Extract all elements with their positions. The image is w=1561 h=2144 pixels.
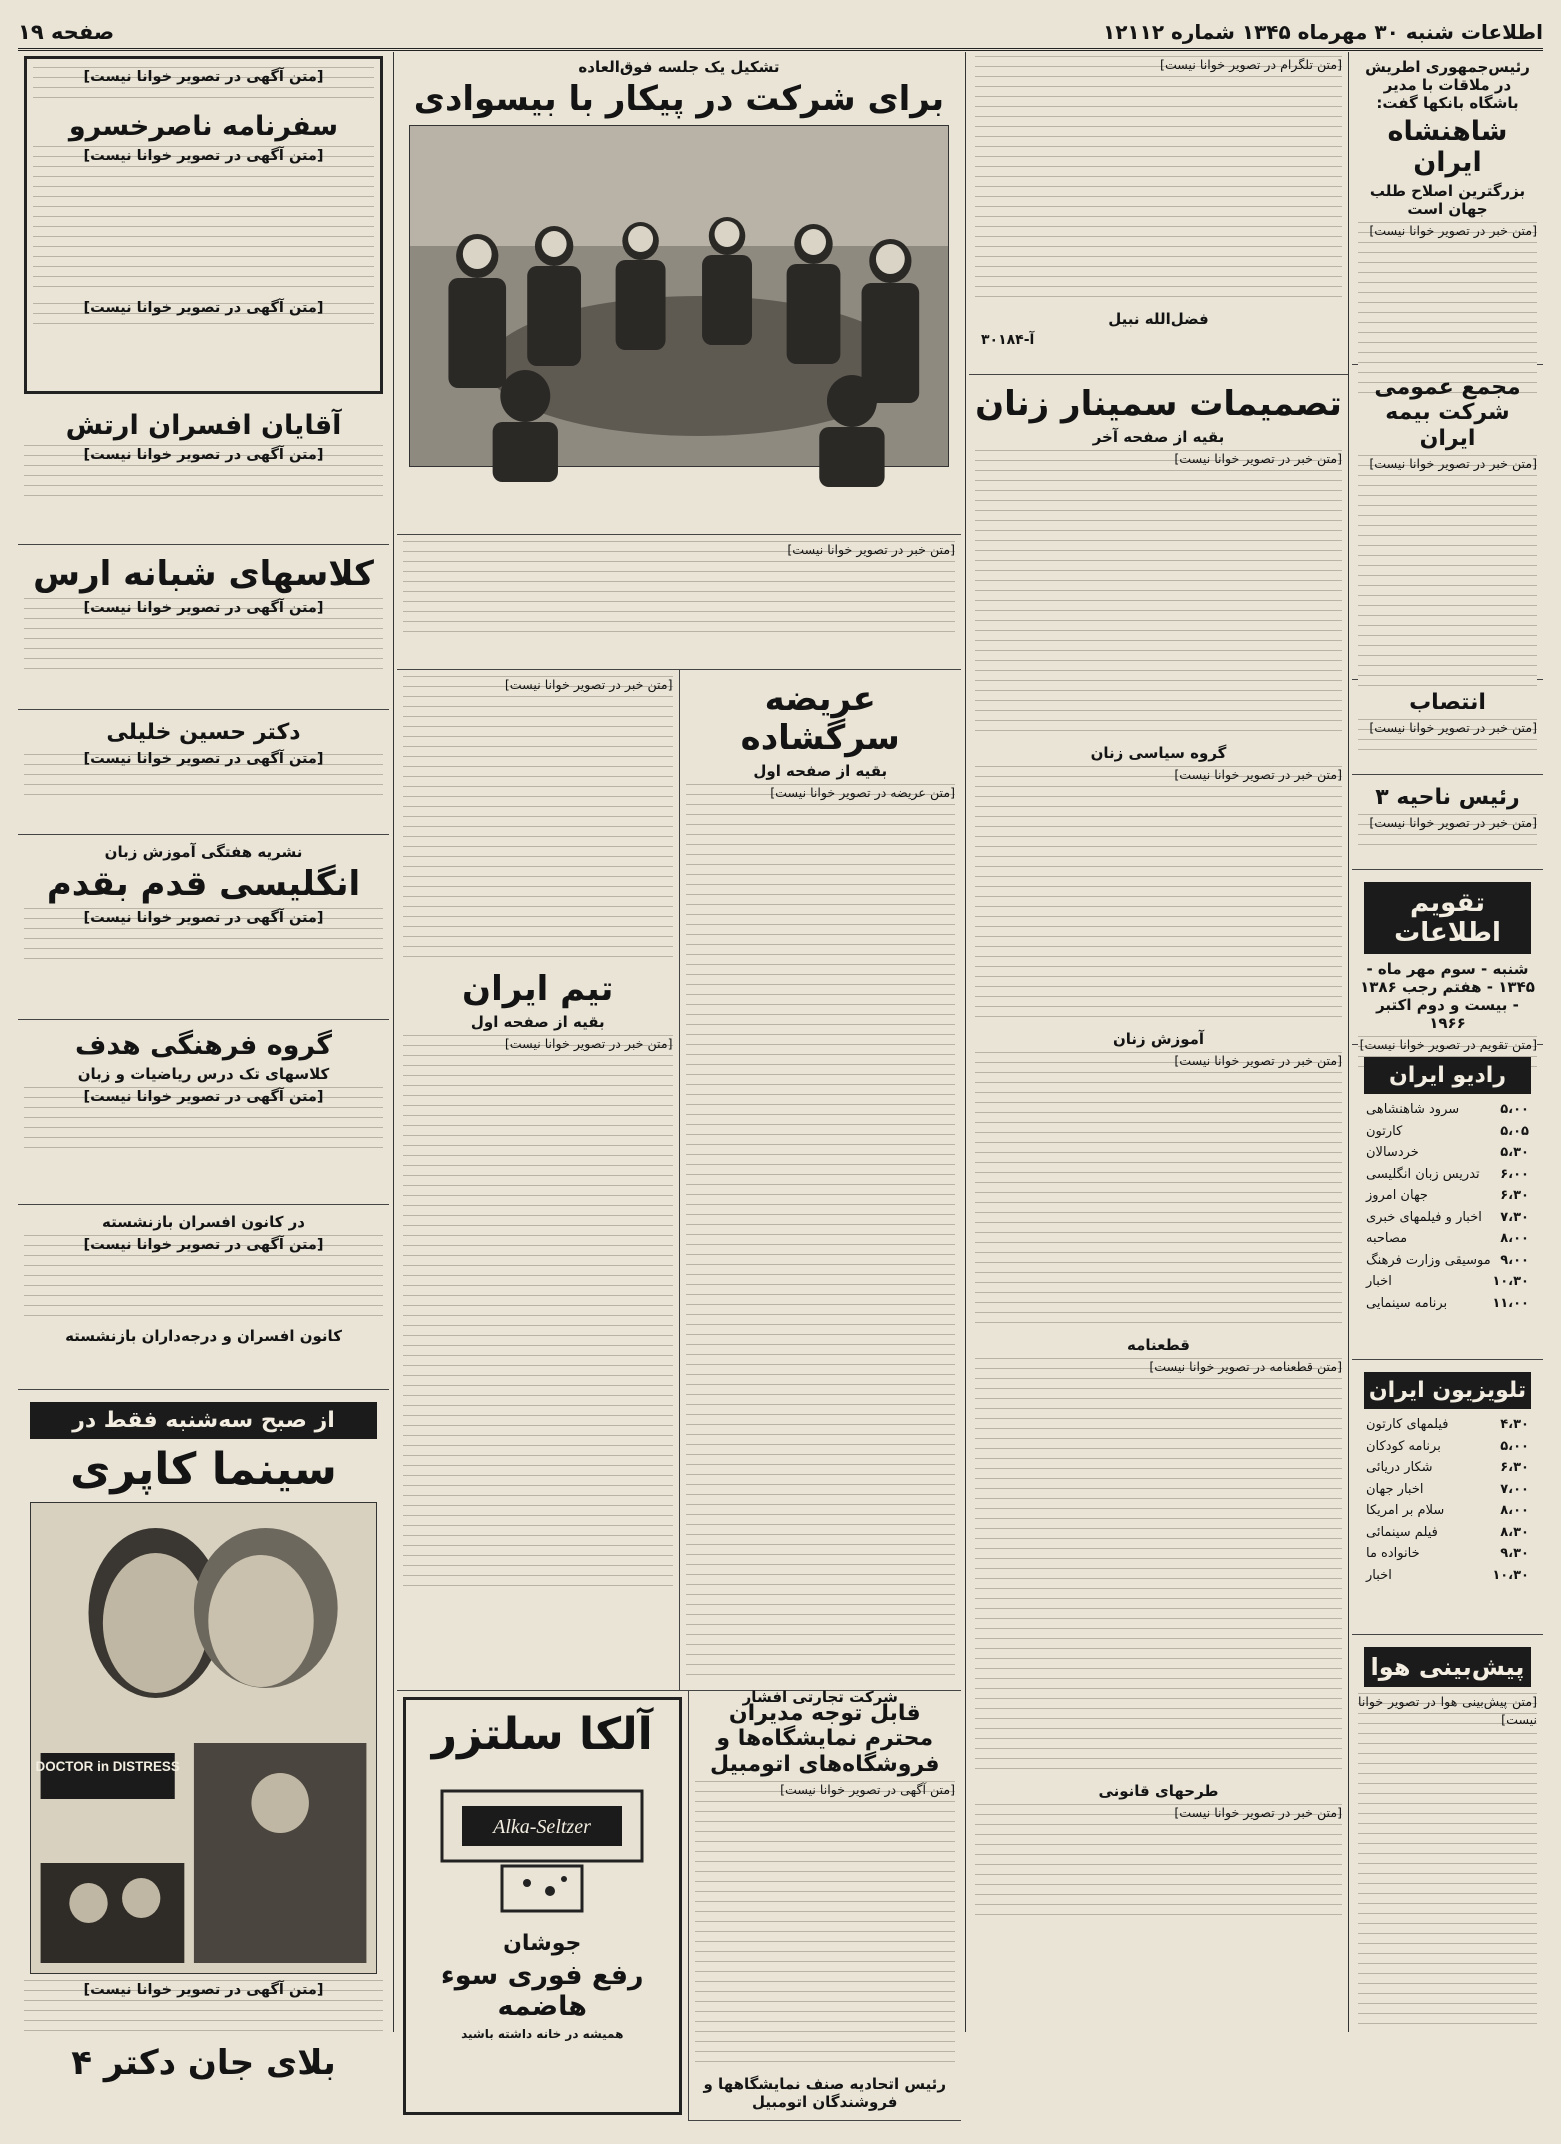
- tv-row: [1366, 1544, 1529, 1564]
- cinema-poster: [30, 1502, 377, 1974]
- ad-title: سفرنامه ناصرخسرو: [68, 111, 339, 142]
- radio-time: ۵،۳۰: [1500, 1145, 1529, 1160]
- story-body: [متن خبر در تصویر خوانا نیست]: [403, 1035, 673, 1595]
- ad-body: [متن آگهی در تصویر خوانا نیست]: [33, 67, 374, 107]
- story-title: مجمع عمومی شرکت بیمه ایران: [1374, 375, 1521, 451]
- radio-label: جهان امروز: [1366, 1188, 1428, 1203]
- story-title: رئیس ناحیه ۳: [1375, 785, 1520, 810]
- tv-label: فیلم سینمائی: [1366, 1524, 1438, 1540]
- story-body: [متن خبر در تصویر خوانا نیست]: [1358, 455, 1537, 695]
- tv-time: ۴،۳۰: [1500, 1417, 1529, 1432]
- ad-signature: کانون افسران و درجه‌داران بازنشسته: [65, 1327, 342, 1345]
- story-body: [متن خبر در تصویر خوانا نیست]: [403, 676, 673, 966]
- radio-time: ۶،۰۰: [1500, 1166, 1529, 1182]
- tv-time: ۶،۳۰: [1500, 1460, 1529, 1475]
- ad-dr-khalili: [18, 710, 389, 835]
- tv-time: ۸،۳۰: [1500, 1524, 1529, 1540]
- ad-army-officers: [18, 400, 389, 545]
- cinema-kicker: از صبح سه‌شنبه فقط در: [30, 1402, 377, 1439]
- radio-label: مصاحبه: [1366, 1231, 1408, 1246]
- tv-label: اخبار جهان: [1366, 1481, 1424, 1497]
- story-title: انتصاب: [1409, 690, 1486, 715]
- ad-body: [متن آگهی در تصویر خوانا نیست]: [24, 749, 383, 804]
- radio-list: [1358, 1100, 1537, 1313]
- ad-title: کلاسهای شبانه ارس: [33, 554, 374, 594]
- events-banner: تقویم اطلاعات: [1364, 882, 1531, 954]
- ad-body: [متن آگهی در تصویر خوانا نیست]: [24, 1235, 383, 1325]
- ad-title: آقایان افسران ارتش: [65, 410, 342, 441]
- cinema-cast: [متن آگهی در تصویر خوانا نیست]: [24, 1980, 383, 2040]
- column-rule: [393, 52, 394, 2032]
- story-district: [1352, 775, 1543, 870]
- story-insurance: [1352, 365, 1543, 680]
- tv-row: [1366, 1480, 1529, 1500]
- ad-title: در کانون افسران بازنشسته: [102, 1213, 305, 1231]
- story-appointment: [1352, 680, 1543, 775]
- column-rule: [965, 52, 966, 2032]
- tv-time: ۹،۳۰: [1500, 1546, 1529, 1561]
- column-news-wide: [397, 50, 961, 2111]
- alka-brand: آلکا سلتزر: [431, 1709, 653, 1760]
- story-title: تصمیمات سمینار زنان: [975, 384, 1342, 424]
- ad-body: [متن آگهی در تصویر خوانا نیست]: [33, 146, 374, 296]
- tv-row: [1366, 1437, 1529, 1457]
- section-heading: طرحهای قانونی: [1098, 1782, 1219, 1801]
- radio-label: خردسالان: [1366, 1145, 1419, 1160]
- story-body: [متن خبر در تصویر خوانا نیست]: [975, 450, 1342, 740]
- radio-banner: رادیو ایران: [1364, 1057, 1531, 1094]
- story-literacy: [397, 50, 961, 535]
- cinema-film-title: DOCTOR in DISTRESS: [35, 1758, 180, 1774]
- radio-label: برنامه سینمایی: [1366, 1295, 1448, 1311]
- ad-kicker: نشریه هفتگی آموزش زبان: [104, 843, 303, 861]
- ad-title: انگلیسی قدم بقدم: [46, 864, 361, 904]
- radio-label: سرود شاهنشاهی: [1366, 1102, 1460, 1117]
- radio-row: [1366, 1251, 1529, 1271]
- tv-time: ۵،۰۰: [1500, 1438, 1529, 1454]
- radio-program: [1352, 1045, 1543, 1360]
- story-subtitle: بزرگترین اصلاح طلب جهان است: [1369, 182, 1526, 219]
- alka-package: [432, 1771, 652, 1921]
- story-ref: آ-۳۰۱۸۴: [981, 332, 1035, 348]
- story-subtitle: بقیه از صفحه اول: [753, 762, 888, 781]
- events-body: [متن تقویم در تصویر خوانا نیست]: [1358, 1036, 1537, 1076]
- column-rule: [1348, 52, 1349, 2032]
- wide-split-bottom: [397, 1691, 961, 2121]
- story-subtitle: بقیه از صفحه آخر: [1092, 428, 1225, 447]
- section-body: [متن قطعنامه در تصویر خوانا نیست]: [975, 1358, 1342, 1778]
- tv-list: [1358, 1415, 1537, 1585]
- radio-time: ۵،۰۰: [1500, 1102, 1529, 1117]
- ad-retired-officers: [18, 1205, 389, 1390]
- page-header: [18, 14, 1543, 51]
- story-body: [متن خبر در تصویر خوانا نیست]: [1358, 222, 1537, 402]
- tv-program: [1352, 1360, 1543, 1635]
- weather-forecast: [1352, 1635, 1543, 2069]
- cinema-footer: بلای جان دکتر ۴: [71, 2042, 336, 2083]
- story-women-seminar: [969, 375, 1348, 2049]
- story-petition: [679, 670, 962, 1707]
- story-subtitle: بقیه از صفحه اول: [470, 1013, 605, 1032]
- tv-row: [1366, 1523, 1529, 1543]
- tv-label: شکار دریائی: [1366, 1460, 1433, 1475]
- alka-note: همیشه در خانه داشته باشید: [461, 2026, 624, 2041]
- alka-slogan: رفع فوری سوء هاضمه: [440, 1959, 644, 2022]
- notice-title: قابل توجه مدیران محترم نمایشگاه‌ها و فروشگاه‌های اتومبیل: [709, 1701, 940, 1777]
- tv-label: اخبار: [1366, 1567, 1392, 1583]
- story-kicker: رئیس‌جمهوری اطریش در ملاقات با مدیر باشگاه بانکها گفت:: [1365, 58, 1530, 112]
- alka-word: جوشان: [503, 1930, 582, 1956]
- radio-row: [1366, 1229, 1529, 1249]
- story-telegram: [969, 50, 1348, 375]
- radio-row: [1366, 1100, 1529, 1120]
- tv-time: ۷،۰۰: [1500, 1481, 1529, 1497]
- story-body: [متن خبر در تصویر خوانا نیست]: [403, 541, 955, 641]
- tv-row: [1366, 1501, 1529, 1521]
- section-body: [متن خبر در تصویر خوانا نیست]: [975, 1052, 1342, 1332]
- story-body: [متن تلگرام در تصویر خوانا نیست]: [975, 56, 1342, 306]
- radio-row: [1366, 1143, 1529, 1163]
- ad-body: [متن آگهی در تصویر خوانا نیست]: [24, 445, 383, 505]
- story-title: عریضه سرگشاده: [740, 679, 900, 759]
- story-shahanshah: [1352, 50, 1543, 365]
- ad-aras-night-classes: [18, 545, 389, 710]
- tv-label: فیلمهای کارتون: [1366, 1417, 1449, 1432]
- ad-hadaf-group: [18, 1020, 389, 1205]
- ad-naser-khosrow: [24, 56, 383, 394]
- ad-subtitle: کلاسهای تک درس ریاضیات و زبان: [77, 1065, 330, 1084]
- story-title: تیم ایران: [462, 969, 614, 1009]
- story-body: [متن خبر در تصویر خوانا نیست]: [1358, 814, 1537, 854]
- story-signature: شرکت تجارتی افشار: [742, 1688, 898, 1707]
- ad-store: [متن آگهی در تصویر خوانا نیست]: [33, 298, 374, 333]
- column-news-center: [969, 50, 1348, 2034]
- radio-time: ۶،۳۰: [1500, 1188, 1529, 1203]
- radio-label: کارتون: [1366, 1123, 1403, 1139]
- story-body: [متن خبر در تصویر خوانا نیست]: [1358, 719, 1537, 759]
- radio-label: اخبار: [1366, 1274, 1392, 1289]
- ad-body: [متن آگهی در تصویر خوانا نیست]: [24, 598, 383, 678]
- radio-row: [1366, 1186, 1529, 1206]
- radio-time: ۱۱،۰۰: [1492, 1295, 1529, 1311]
- notice-signature: رئیس اتحادیه صنف نمایشگاهها و فروشندگان اتومبیل: [703, 2074, 946, 2111]
- cinema-poster-image: [31, 1503, 376, 1973]
- radio-label: تدریس زبان انگلیسی: [1366, 1166, 1480, 1182]
- story-team-iran: [397, 670, 679, 1690]
- section-heading: گروه سیاسی زنان: [1090, 744, 1227, 763]
- radio-label: موسیقی وزارت فرهنگ: [1366, 1252, 1491, 1268]
- radio-time: ۹،۰۰: [1500, 1252, 1529, 1268]
- tv-row: [1366, 1458, 1529, 1478]
- weather-banner: پیش‌بینی هوا: [1364, 1647, 1531, 1687]
- ad-title: گروه فرهنگی هدف: [75, 1030, 332, 1061]
- events-calendar: [1352, 870, 1543, 1052]
- column-news-right: [1352, 50, 1543, 2034]
- page-number: صفحه ۱۹: [18, 20, 115, 44]
- story-title: شاهنشاه ایران: [1387, 116, 1508, 179]
- tv-label: برنامه کودکان: [1366, 1438, 1441, 1454]
- ad-title: دکتر حسین خلیلی: [106, 720, 301, 745]
- radio-time: ۸،۰۰: [1500, 1231, 1529, 1246]
- story-kicker: تشکیل یک جلسه فوق‌العاده: [578, 58, 780, 76]
- section-heading: قطعنامه: [1126, 1336, 1191, 1355]
- story-body: [متن عریضه در تصویر خوانا نیست]: [686, 784, 956, 1684]
- section-body: [متن خبر در تصویر خوانا نیست]: [975, 1804, 1342, 1924]
- section-body: [متن خبر در تصویر خوانا نیست]: [975, 766, 1342, 1026]
- issue-info: اطلاعات شنبه ۳۰ مهرماه ۱۳۴۵ شماره ۱۲۱۱۲: [1103, 20, 1543, 44]
- events-date: شنبه - سوم مهر ماه - ۱۳۴۵ - هفتم رجب ۱۳۸۶ - بیست و دوم اکتبر ۱۹۶۶: [1360, 960, 1535, 1032]
- ad-body: [متن آگهی در تصویر خوانا نیست]: [24, 908, 383, 968]
- story-title: برای شرکت در پیکار با بیسوادی: [413, 79, 945, 119]
- ad-english-step-by-step: [18, 835, 389, 1020]
- ad-body: [متن آگهی در تصویر خوانا نیست]: [24, 1087, 383, 1157]
- ad-cinema-capri: [18, 1390, 389, 2144]
- column-ads-left: [18, 50, 389, 2083]
- notice-car-dealers: [688, 1691, 962, 2121]
- tv-label: خانواده ما: [1366, 1546, 1420, 1561]
- radio-row: [1366, 1208, 1529, 1228]
- story-signature: فضل‌الله نبیل: [1108, 310, 1209, 328]
- radio-row: [1366, 1122, 1529, 1142]
- meeting-photo: [409, 125, 949, 467]
- tv-row: [1366, 1415, 1529, 1435]
- meeting-photo-image: [410, 126, 948, 466]
- radio-row: [1366, 1294, 1529, 1314]
- tv-banner: تلویزیون ایران: [1364, 1372, 1531, 1409]
- radio-row: [1366, 1272, 1529, 1292]
- story-literacy-body: [397, 535, 961, 670]
- notice-body: [متن آگهی در تصویر خوانا نیست]: [695, 1781, 956, 2071]
- radio-time: ۷،۳۰: [1500, 1209, 1529, 1225]
- alka-package-image: [432, 1771, 652, 1921]
- radio-row: [1366, 1165, 1529, 1185]
- cinema-title: سینما کاپری: [70, 1444, 337, 1495]
- wide-split: [397, 670, 961, 1707]
- tv-label: سلام بر امریکا: [1366, 1503, 1445, 1518]
- weather-body: [متن پیش‌بینی هوا در تصویر خوانا نیست]: [1358, 1693, 1537, 2033]
- tv-time: ۸،۰۰: [1500, 1503, 1529, 1518]
- radio-time: ۵،۰۵: [1500, 1123, 1529, 1139]
- radio-time: ۱۰،۳۰: [1492, 1274, 1529, 1289]
- tv-time: ۱۰،۳۰: [1492, 1567, 1529, 1583]
- ad-alka-seltzer: [403, 1697, 682, 2115]
- section-heading: آموزش زنان: [1112, 1030, 1205, 1049]
- alka-label: Alka-Seltzer: [493, 1815, 592, 1838]
- radio-label: اخبار و فیلمهای خبری: [1366, 1209, 1482, 1225]
- tv-row: [1366, 1566, 1529, 1586]
